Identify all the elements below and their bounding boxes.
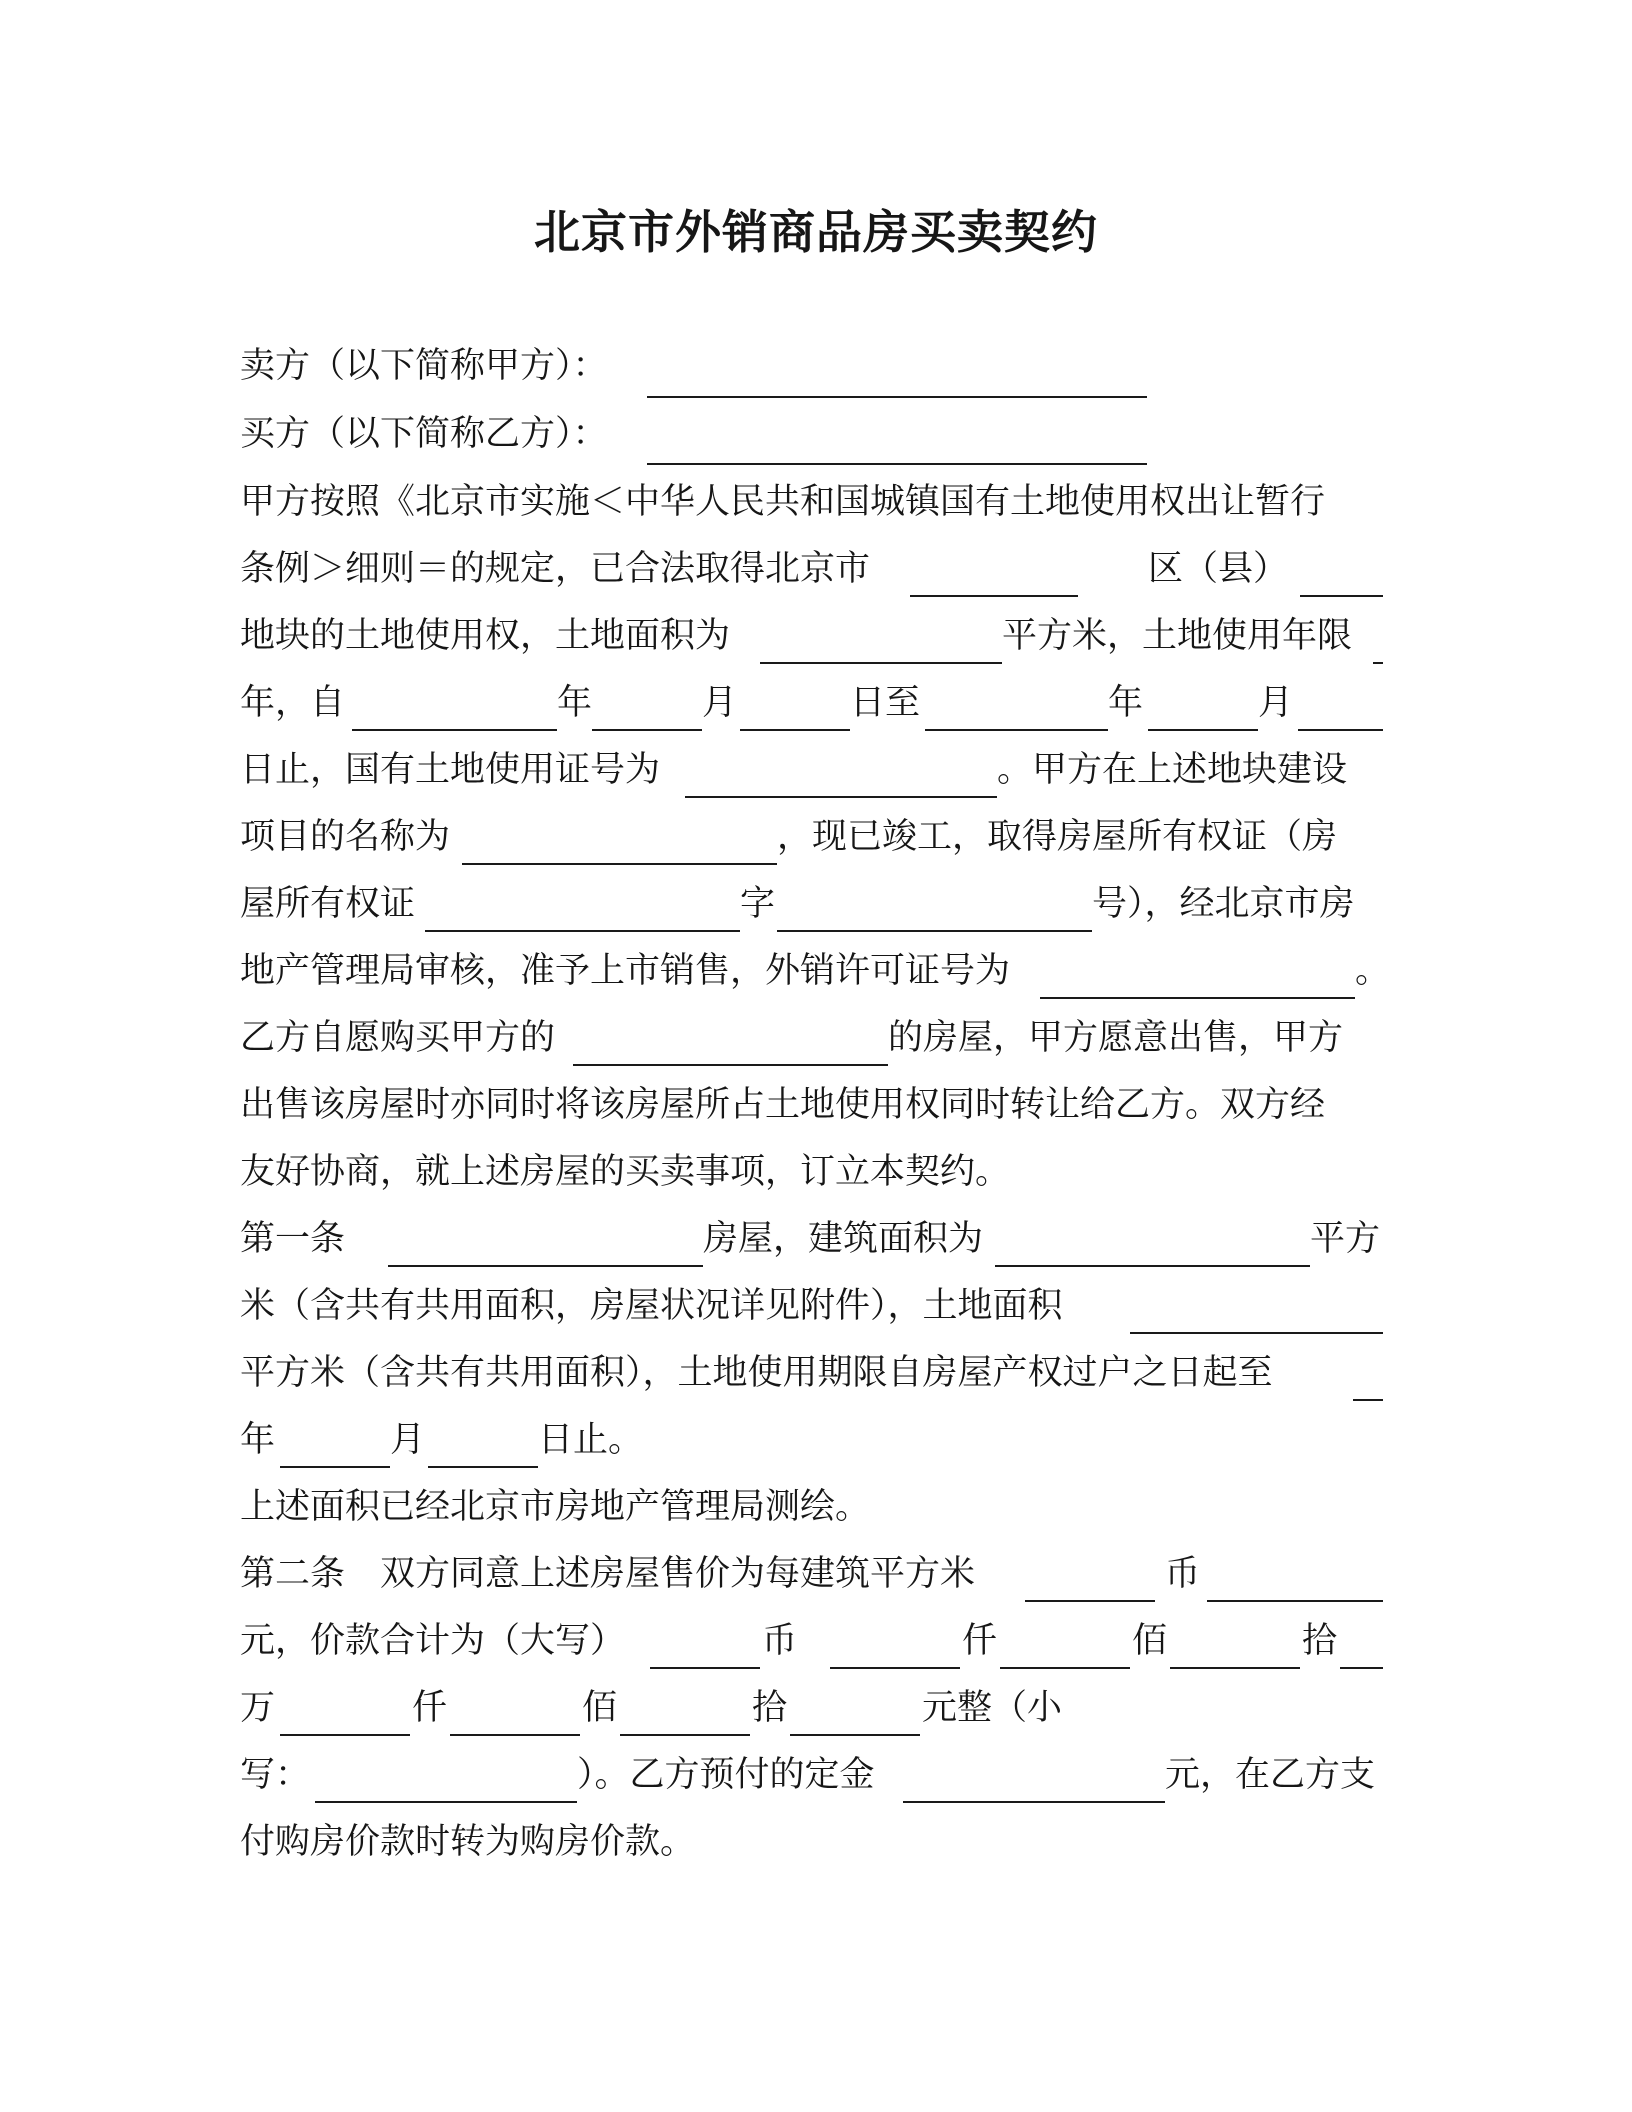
start-day-blank[interactable] bbox=[740, 729, 850, 731]
unit-price-blank[interactable] bbox=[1025, 1600, 1155, 1602]
text-segment: ）。乙方预付的定金 bbox=[577, 1755, 875, 1795]
text-segment: 平方 bbox=[1310, 1219, 1381, 1259]
text-segment: 月 bbox=[390, 1420, 426, 1460]
text-segment: 拾 bbox=[1302, 1621, 1338, 1661]
paragraph-line bbox=[240, 941, 1391, 1001]
text-segment: 年 bbox=[240, 1420, 276, 1460]
text-segment: 年 bbox=[557, 683, 593, 723]
deposit-blank[interactable] bbox=[903, 1801, 1165, 1803]
seller-label: 卖方（以下简称甲方）： bbox=[240, 346, 608, 386]
text-segment: 仟 bbox=[962, 1621, 998, 1661]
text-segment: 元整（小 bbox=[922, 1688, 1063, 1728]
text-segment: 友好协商，就上述房屋的买卖事项，订立本契约。 bbox=[240, 1152, 1011, 1192]
end-month-blank[interactable] bbox=[1148, 729, 1258, 731]
text-segment: 地产管理局审核，准予上市销售，外销许可证号为 bbox=[240, 951, 1011, 991]
paragraph-line bbox=[240, 1142, 1380, 1202]
paragraph-line bbox=[240, 1343, 1380, 1403]
text-segment: 字 bbox=[740, 884, 776, 924]
text-segment: 号），经北京市房 bbox=[1092, 884, 1355, 924]
paragraph-line bbox=[240, 539, 1380, 599]
text-segment: 写： bbox=[240, 1755, 311, 1795]
paragraph-line bbox=[240, 1008, 1380, 1068]
buyer-label: 买方（以下简称乙方）： bbox=[240, 414, 608, 454]
text-segment: 米（含共有共用面积，房屋状况详见附件），土地面积 bbox=[240, 1286, 1063, 1326]
paragraph-line bbox=[240, 1276, 1380, 1336]
paragraph-line bbox=[240, 1678, 1380, 1738]
paragraph-line bbox=[240, 1477, 1380, 1537]
amount-ten-blank[interactable] bbox=[620, 1734, 750, 1736]
text-segment: ，现已竣工，取得房屋所有权证（房 bbox=[777, 817, 1338, 857]
text-segment: 元，在乙方支 bbox=[1165, 1755, 1376, 1795]
start-year-blank[interactable] bbox=[352, 729, 557, 731]
sales-permit-blank[interactable] bbox=[1040, 997, 1355, 999]
land-term-blank[interactable] bbox=[1373, 662, 1383, 664]
house-land-area-blank[interactable] bbox=[1130, 1332, 1383, 1334]
land-cert-blank[interactable] bbox=[685, 796, 997, 798]
text-segment: 平方米（含共有共用面积），土地使用期限自房屋产权过户之日起至 bbox=[240, 1353, 1273, 1393]
text-segment: 房屋，建筑面积为 bbox=[703, 1219, 984, 1259]
seller-line bbox=[240, 336, 1380, 396]
term-end-day-blank[interactable] bbox=[428, 1466, 538, 1468]
land-area-blank[interactable] bbox=[760, 662, 1002, 664]
amount-figures-blank[interactable] bbox=[315, 1801, 577, 1803]
amount-yuan-blank[interactable] bbox=[790, 1734, 920, 1736]
text-segment: 甲方按照《北京市实施＜中华人民共和国城镇国有土地使用权出让暂行 bbox=[240, 482, 1326, 522]
project-name-blank[interactable] bbox=[462, 863, 777, 865]
buyer-line bbox=[240, 404, 1380, 464]
paragraph-line bbox=[240, 673, 1380, 733]
article-two-line bbox=[240, 1544, 1380, 1604]
text-segment: 佰 bbox=[1132, 1621, 1168, 1661]
unit-price-amount-blank[interactable] bbox=[1207, 1600, 1383, 1602]
text-segment: 条例＞细则＝的规定，已合法取得北京市 bbox=[240, 549, 871, 589]
text-segment: 日止，国有土地使用证号为 bbox=[240, 750, 661, 790]
text-segment: 屋所有权证 bbox=[240, 884, 416, 924]
paragraph-line bbox=[240, 606, 1380, 666]
text-segment: 项目的名称为 bbox=[240, 817, 451, 857]
text-segment: 元，价款合计为（大写） bbox=[240, 1621, 626, 1661]
paragraph-line bbox=[240, 1745, 1380, 1805]
text-segment: 月 bbox=[1258, 683, 1294, 723]
text-segment: 日止。 bbox=[538, 1420, 644, 1460]
text-segment: 平方米，土地使用年限 bbox=[1002, 616, 1353, 656]
text-segment: 。甲方在上述地块建设 bbox=[997, 750, 1348, 790]
paragraph-line bbox=[240, 1611, 1380, 1671]
text-segment: 币 bbox=[1165, 1554, 1201, 1594]
ownership-cert-number-blank[interactable] bbox=[777, 930, 1092, 932]
start-month-blank[interactable] bbox=[592, 729, 702, 731]
term-end-year-blank[interactable] bbox=[1353, 1399, 1383, 1401]
text-segment: 。 bbox=[1355, 951, 1391, 991]
amount-hundred-blank[interactable] bbox=[450, 1734, 580, 1736]
seller-name-blank[interactable] bbox=[647, 396, 1147, 398]
text-segment: 币 bbox=[762, 1621, 798, 1661]
total-ten-thousand-blank[interactable] bbox=[1340, 1667, 1383, 1669]
building-area-blank[interactable] bbox=[995, 1265, 1310, 1267]
article-one-heading: 第一条 bbox=[240, 1219, 346, 1259]
buyer-name-blank[interactable] bbox=[647, 463, 1147, 465]
text-segment: 地块的土地使用权，土地面积为 bbox=[240, 616, 731, 656]
text-segment: 月 bbox=[702, 683, 738, 723]
article-two-text: 第二条 双方同意上述房屋售价为每建筑平方米 bbox=[240, 1554, 976, 1594]
property-blank[interactable] bbox=[573, 1064, 888, 1066]
text-segment: 日至 bbox=[850, 683, 921, 723]
house-location-blank[interactable] bbox=[388, 1265, 703, 1267]
text-segment: 付购房价款时转为购房价款。 bbox=[240, 1822, 696, 1862]
paragraph-line bbox=[240, 1410, 1380, 1470]
paragraph-line bbox=[240, 807, 1380, 867]
district-blank[interactable] bbox=[910, 595, 1078, 597]
text-segment: 的房屋，甲方愿意出售，甲方 bbox=[888, 1018, 1344, 1058]
total-thousand-blank[interactable] bbox=[830, 1667, 960, 1669]
text-segment: 佰 bbox=[582, 1688, 618, 1728]
text-segment: 万 bbox=[240, 1688, 276, 1728]
total-currency-blank[interactable] bbox=[650, 1667, 760, 1669]
end-year-blank[interactable] bbox=[925, 729, 1108, 731]
text-segment: 拾 bbox=[752, 1688, 788, 1728]
term-end-month-blank[interactable] bbox=[280, 1466, 390, 1468]
paragraph-line bbox=[240, 874, 1380, 934]
amount-thousand-blank[interactable] bbox=[280, 1734, 410, 1736]
total-ten-blank[interactable] bbox=[1170, 1667, 1300, 1669]
parcel-blank[interactable] bbox=[1300, 595, 1383, 597]
text-segment: 区（县） bbox=[1148, 549, 1289, 589]
document-title: 北京市外销商品房买卖契约 bbox=[534, 205, 1098, 259]
total-hundred-blank[interactable] bbox=[1000, 1667, 1130, 1669]
ownership-cert-prefix-blank[interactable] bbox=[425, 930, 740, 932]
paragraph-line bbox=[240, 1075, 1380, 1135]
text-segment: 仟 bbox=[412, 1688, 448, 1728]
text-segment: 年 bbox=[1108, 683, 1144, 723]
end-day-blank[interactable] bbox=[1298, 729, 1383, 731]
article-one-line bbox=[240, 1209, 1380, 1269]
text-segment: 上述面积已经北京市房地产管理局测绘。 bbox=[240, 1487, 871, 1527]
paragraph-line bbox=[240, 472, 1380, 532]
text-segment: 乙方自愿购买甲方的 bbox=[240, 1018, 556, 1058]
text-segment: 年，自 bbox=[240, 683, 346, 723]
text-segment: 出售该房屋时亦同时将该房屋所占土地使用权同时转让给乙方。双方经 bbox=[240, 1085, 1326, 1125]
paragraph-line bbox=[240, 1812, 1380, 1872]
paragraph-line bbox=[240, 740, 1380, 800]
